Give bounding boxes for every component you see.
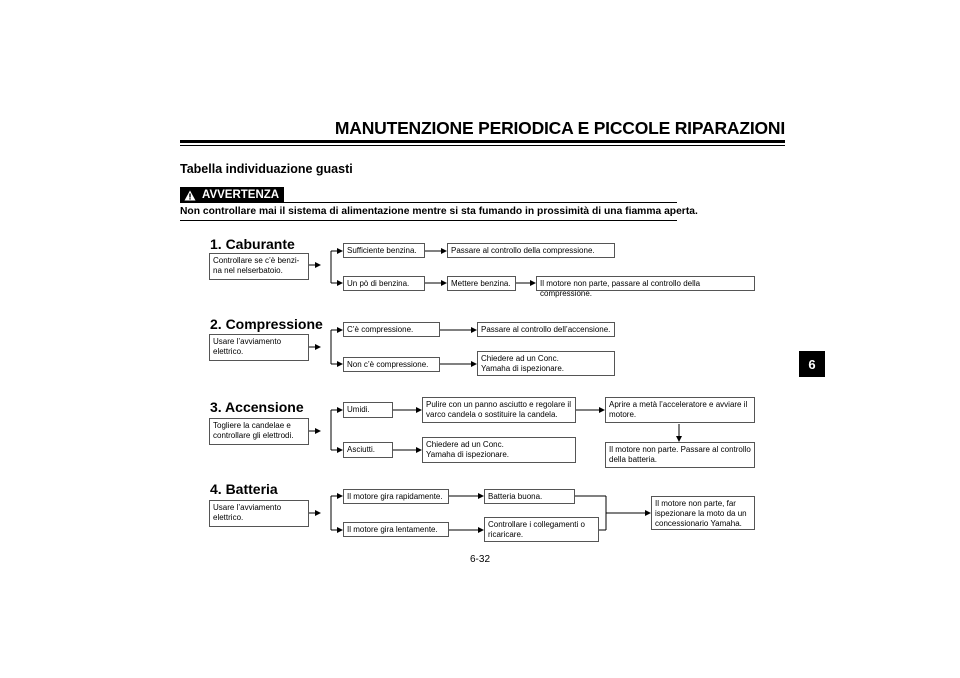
- fuel-branch-b-box: Un pò di benzina.: [343, 276, 425, 291]
- warning-label: AVVERTENZA: [202, 189, 280, 201]
- fuel-branch-b-result-box: Il motore non parte, passare al controllo della compressione.: [536, 276, 755, 291]
- page-number: 6-32: [470, 554, 491, 565]
- group-title-batteria: 4. Batteria: [210, 481, 278, 497]
- battery-branch-a-result-box: Batteria buona.: [484, 489, 575, 504]
- battery-start-box: Usare l’avviamento elettrico.: [209, 500, 309, 527]
- fuel-branch-a-box: Sufficiente benzina.: [343, 243, 425, 258]
- ignition-branch-b-result-box: Chiedere ad un Conc. Yamaha di ispezionare.: [422, 437, 576, 463]
- battery-branch-b-box: Il motore gira lentamente.: [343, 522, 449, 537]
- ignition-branch-a-box: Umidi.: [343, 402, 393, 418]
- ignition-start-box: Togliere la candelae e controllare gli elettrodi.: [209, 418, 309, 445]
- ignition-branch-b-box: Asciutti.: [343, 442, 393, 458]
- group-title-carburante: 1. Caburante: [210, 236, 295, 252]
- group-title-compressione: 2. Compressione: [210, 316, 323, 332]
- fuel-branch-a-result-box: Passare al controllo della compressione.: [447, 243, 615, 258]
- compression-branch-a-box: C’è compressione.: [343, 322, 440, 337]
- fuel-branch-b-action-box: Mettere benzina.: [447, 276, 516, 291]
- warning-text: Non controllare mai il sistema di alimentazione mentre si sta fumando in prossimità di una fiamma aperta.: [180, 206, 698, 217]
- page-header-title: MANUTENZIONE PERIODICA E PICCOLE RIPARAZIONI: [334, 118, 785, 138]
- compression-start-box: Usare l’avviamento elettrico.: [209, 334, 309, 361]
- ignition-branch-a-action-box: Pulire con un panno asciutto e regolare il varco candela o sostituire la candela.: [422, 397, 576, 423]
- compression-branch-a-result-box: Passare al controllo dell’accensione.: [477, 322, 615, 337]
- compression-branch-b-result-box: Chiedere ad un Conc. Yamaha di ispezionare.: [477, 351, 615, 376]
- section-title: Tabella individuazione guasti: [180, 162, 353, 176]
- battery-final-box: Il motore non parte, far ispezionare la moto da un concessionario Yamaha.: [651, 496, 755, 530]
- ignition-branch-a-result-box: Aprire a metà l’acceleratore e avviare il motore.: [605, 397, 755, 423]
- ignition-branch-a-result2-box: Il motore non parte. Passare al controllo della batteria.: [605, 442, 755, 468]
- group-title-accensione: 3. Accensione: [210, 399, 304, 415]
- compression-branch-b-box: Non c’è compressione.: [343, 357, 440, 372]
- battery-branch-b-result-box: Controllare i collegamenti o ricaricare.: [484, 517, 599, 542]
- battery-branch-a-box: Il motore gira rapidamente.: [343, 489, 449, 504]
- fuel-start-box: Controllare se c’è benzi- na nel nelserbatoio.: [209, 253, 309, 280]
- chapter-tab[interactable]: 6: [799, 351, 825, 377]
